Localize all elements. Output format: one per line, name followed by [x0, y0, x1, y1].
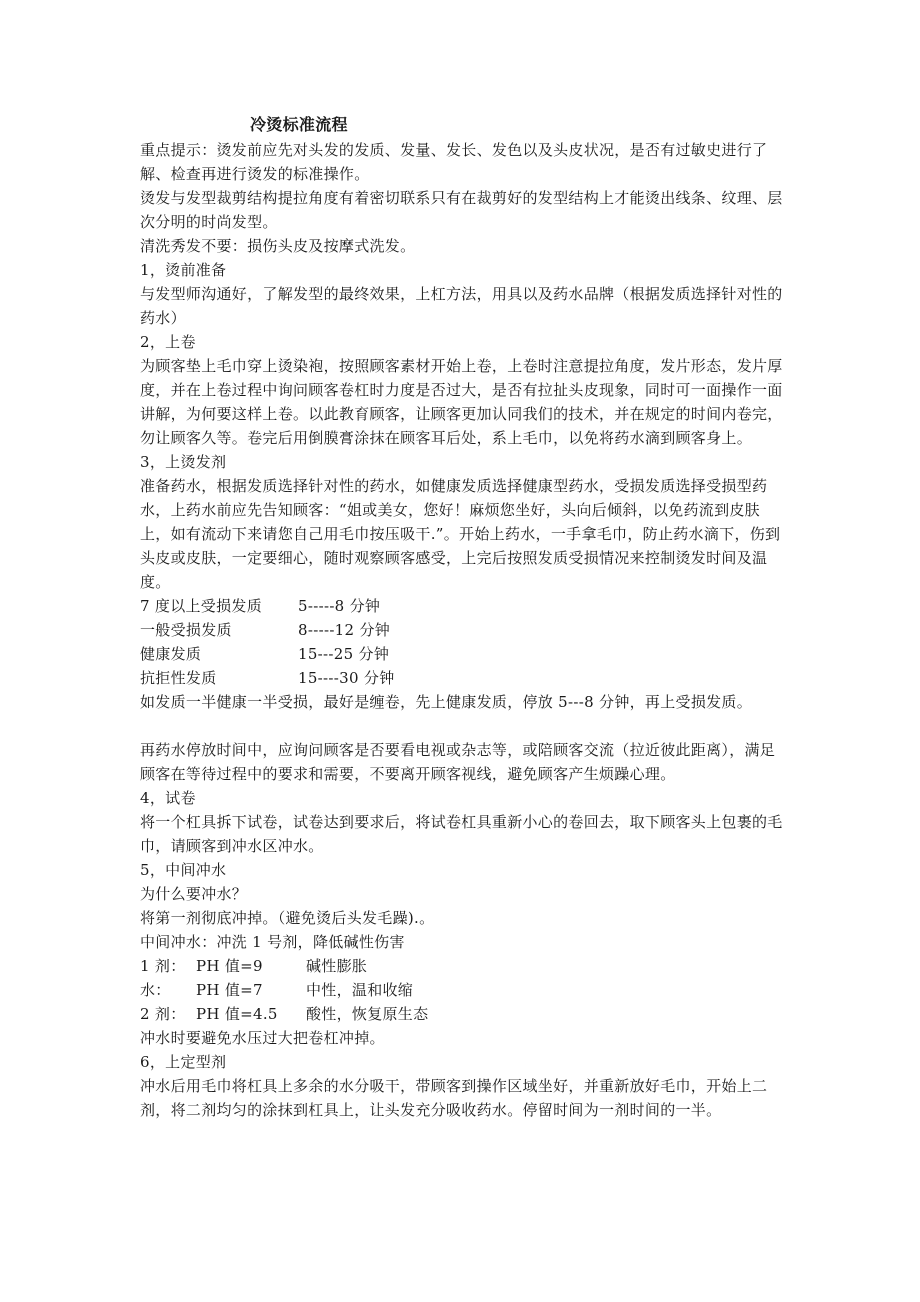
- timing-row: [140, 594, 790, 618]
- test-curl-paragraph: 将一个杠具拆下试卷，试卷达到要求后，将试卷杠具重新小心的卷回去，取下顾客头上包裹的毛巾，请顾客到冲水区冲水。: [140, 813, 783, 855]
- ph-value: PH 值=4.5: [196, 1005, 278, 1023]
- timing-label: 一般受损发质: [140, 621, 232, 639]
- ph-note: 碱性膨胀: [306, 957, 368, 975]
- document-page: [140, 112, 790, 1122]
- ph-label: 水：: [140, 981, 171, 999]
- section-heading-rinse: 5，中间冲水: [140, 861, 227, 879]
- ph-value: PH 值=9: [196, 957, 263, 975]
- timing-value: 8-----12 分钟: [298, 621, 391, 639]
- ph-value: PH 值=7: [196, 981, 263, 999]
- section-heading-rolling: 2，上卷: [140, 333, 196, 351]
- rinse-reason: 将第一剂彻底冲掉。（避免烫后头发毛躁).。: [140, 909, 435, 927]
- ph-note: 酸性，恢复原生态: [306, 1005, 429, 1023]
- blank-line: [140, 714, 790, 738]
- ph-note: 中性，温和收缩: [306, 981, 414, 999]
- ph-row: [140, 978, 790, 1002]
- timing-row: [140, 618, 790, 642]
- timing-table: [140, 594, 790, 690]
- rolling-paragraph: 为顾客垫上毛巾穿上烫染袍，按照顾客素材开始上卷，上卷时注意提拉角度，发片形态，发片厚度，并在上卷过程中询问顾客卷杠时力度是否过大，是否有拉扯头皮现象，同时可一面操作一面讲解，为何要这样上卷。以此教育顾客，让顾客更加认同我们的技术，并在规定的时间内卷完，勿让顾客久等。卷完后用倒膜膏涂抹在顾客耳后处，系上毛巾，以免将药水滴到顾客身上。: [140, 357, 783, 447]
- timing-value: 15---25 分钟: [298, 645, 390, 663]
- perm-lotion-paragraph: 准备药水，根据发质选择针对性的药水，如健康发质选择健康型药水，受损发质选择受损型药水，上药水前应先告知顾客：“姐或美女，您好！麻烦您坐好，头向后倾斜，以免药流到皮肤上，如有流动下来请您自己用毛巾按压吸干.”。开始上药水，一手拿毛巾，防止药水滴下，伤到头皮或皮肤，一定要细心，随时观察顾客感受，上完后按照发质受损情况来控制烫发时间及温度。: [140, 477, 781, 591]
- ph-label: 1 剂：: [140, 957, 186, 975]
- timing-label: 抗拒性发质: [140, 669, 217, 687]
- rinse-caution: 冲水时要避免水压过大把卷杠冲掉。: [140, 1029, 385, 1047]
- timing-row: [140, 666, 790, 690]
- document-title: 冷烫标准流程: [250, 115, 348, 134]
- timing-value: 15----30 分钟: [298, 669, 395, 687]
- ph-table: [140, 954, 790, 1026]
- section-heading-neutralizer: 6，上定型剂: [140, 1053, 227, 1071]
- neutralizer-paragraph: 冲水后用毛巾将杠具上多余的水分吸干，带顾客到操作区域坐好，并重新放好毛巾，开始上二剂，将二剂均匀的涂抹到杠具上，让头发充分吸收药水。停留时间为一剂时间的一半。: [140, 1077, 768, 1119]
- section-heading-test-curl: 4，试卷: [140, 789, 196, 807]
- section-heading-preparation: 1，烫前准备: [140, 261, 227, 279]
- timing-value: 5-----8 分钟: [298, 597, 381, 615]
- preparation-paragraph: 与发型师沟通好，了解发型的最终效果，上杠方法，用具以及药水品牌（根据发质选择针对性的药水）: [140, 285, 783, 327]
- timing-label: 7 度以上受损发质: [140, 597, 263, 615]
- wash-note-paragraph: 清洗秀发不要：损伤头皮及按摩式洗发。: [140, 237, 416, 255]
- mixed-hair-paragraph: 如发质一半健康一半受损，最好是缠卷，先上健康发质，停放 5---8 分钟，再上受损发质。: [140, 693, 753, 711]
- section-heading-perm-lotion: 3，上烫发剂: [140, 453, 227, 471]
- timing-label: 健康发质: [140, 645, 202, 663]
- cut-relation-paragraph: 烫发与发型裁剪结构提拉角度有着密切联系只有在裁剪好的发型结构上才能烫出线条、纹理、层次分明的时尚发型。: [140, 189, 783, 231]
- rinse-question: 为什么要冲水？: [140, 885, 248, 903]
- ph-label: 2 剂：: [140, 1005, 186, 1023]
- ph-row: [140, 954, 790, 978]
- rinse-purpose: 中间冲水：冲洗 1 号剂，降低碱性伤害: [140, 933, 405, 951]
- waiting-paragraph: 再药水停放时间中，应询问顾客是否要看电视或杂志等，或陪顾客交流（拉近彼此距离），满足顾客在等待过程中的要求和需要，不要离开顾客视线，避免顾客产生烦躁心理。: [140, 741, 776, 783]
- key-note-paragraph: 重点提示：烫发前应先对头发的发质、发量、发长、发色以及头皮状况，是否有过敏史进行了解、检查再进行烫发的标准操作。: [140, 141, 768, 183]
- timing-row: [140, 642, 790, 666]
- ph-row: [140, 1002, 790, 1026]
